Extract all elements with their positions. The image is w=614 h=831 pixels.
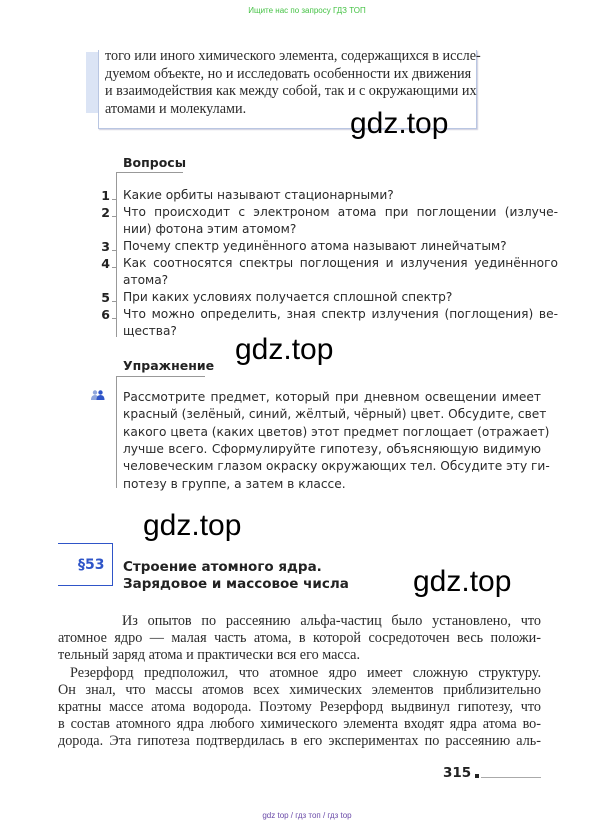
watermark: gdz.top: [143, 509, 242, 542]
section-title-line: Строение атомного ядра.: [123, 559, 322, 575]
question-number: 3: [96, 239, 110, 254]
question-number: 6: [96, 307, 110, 322]
exercise-line: красный (зелёный, синий, жёлтый, чёрный) цвет. Обсудите, свет: [123, 407, 547, 422]
page-number: 315: [443, 765, 472, 781]
intro-line: и взаимодействия как между собой, так и с окружающими их: [105, 83, 477, 99]
watermark: gdz.top: [350, 107, 449, 140]
question-line: Что можно определить, зная спектр излучения (поглощения) ве-: [123, 307, 558, 321]
intro-line: того или иного химического элемента, содержащихся в иссле-: [105, 48, 481, 64]
questions-vrule: [116, 172, 117, 337]
body-line: дорода. Эта гипотеза подтвердилась в его экспериментах по рассеянию аль-: [58, 733, 541, 750]
footer-note: gdz top / гдз топ / гдз top: [262, 811, 352, 820]
section-title-line: Зарядовое и массовое числа: [123, 576, 349, 592]
question-line: атома?: [123, 273, 169, 287]
question-number: 1: [96, 188, 110, 203]
exercise-line: потезу в группе, а затем в классе.: [123, 476, 346, 491]
group-work-icon: [90, 390, 106, 400]
intro-line: дуемом объекте, но и исследовать особенности их движения: [105, 65, 472, 82]
exercise-line: лучше всего. Сформулируйте гипотезу, объясняющую видимую: [123, 441, 541, 456]
intro-box-accent: [86, 52, 98, 113]
watermark: gdz.top: [413, 565, 512, 598]
question-line: нии) фотона этим атомом?: [123, 222, 297, 236]
exercise-rule: [116, 376, 205, 377]
body-line: тельный заряд атома и практически вся его масса.: [58, 647, 361, 664]
question-line: щества?: [123, 324, 177, 338]
question-line: Что происходит с электроном атома при поглощении (излуче-: [123, 205, 558, 219]
question-number: 2: [96, 205, 110, 220]
question-line: Какие орбиты называют стационарными?: [123, 188, 394, 202]
exercise-line: человеческим глазом окраску окружающих тел. Обсудите эту ги-: [123, 459, 550, 474]
exercise-line: какого цвета (каких цветов) этот предмет поглощает (отражает): [123, 424, 550, 439]
question-line: При каких условиях получается сплошной спектр?: [123, 290, 453, 304]
question-line: Как соотносятся спектры поглощения и излучения уединённого: [123, 256, 558, 270]
question-number: 4: [96, 256, 110, 271]
body-line: Резерфорд предположил, что атомное ядро имеет сложную структуру.: [70, 664, 541, 681]
body-line: кратны массе атома водорода. Поэтому Резерфорд выдвинул гипотезу, что: [58, 699, 541, 715]
exercise-vrule: [116, 376, 117, 488]
exercise-line: Рассмотрите предмет, который при дневном освещении имеет: [123, 390, 541, 404]
watermark: gdz.top: [235, 333, 334, 366]
body-line: Он знал, что массы атомов всех химических элементов приблизительно: [58, 681, 541, 698]
header-note: Ищите нас по запросу ГДЗ ТОП: [248, 6, 366, 15]
section-number: §53: [78, 557, 105, 573]
page-marker: [475, 774, 479, 778]
question-line: Почему спектр уединённого атома называют линейчатым?: [123, 239, 507, 253]
body-line: в состав атомного ядра любого химического элемента входят ядра атома во-: [58, 716, 541, 733]
body-line: Из опытов по рассеянию альфа-частиц было установлено, что: [122, 613, 541, 629]
questions-rule: [116, 172, 183, 173]
intro-line: атомами и молекулами.: [105, 100, 247, 117]
question-number: 5: [96, 290, 110, 305]
page-rule: [481, 777, 541, 778]
questions-title: Вопросы: [123, 155, 187, 170]
exercise-title: Упражнение: [123, 358, 215, 373]
body-line: атомное ядро — малая часть атома, в которой сосредоточен весь положи-: [58, 630, 541, 647]
